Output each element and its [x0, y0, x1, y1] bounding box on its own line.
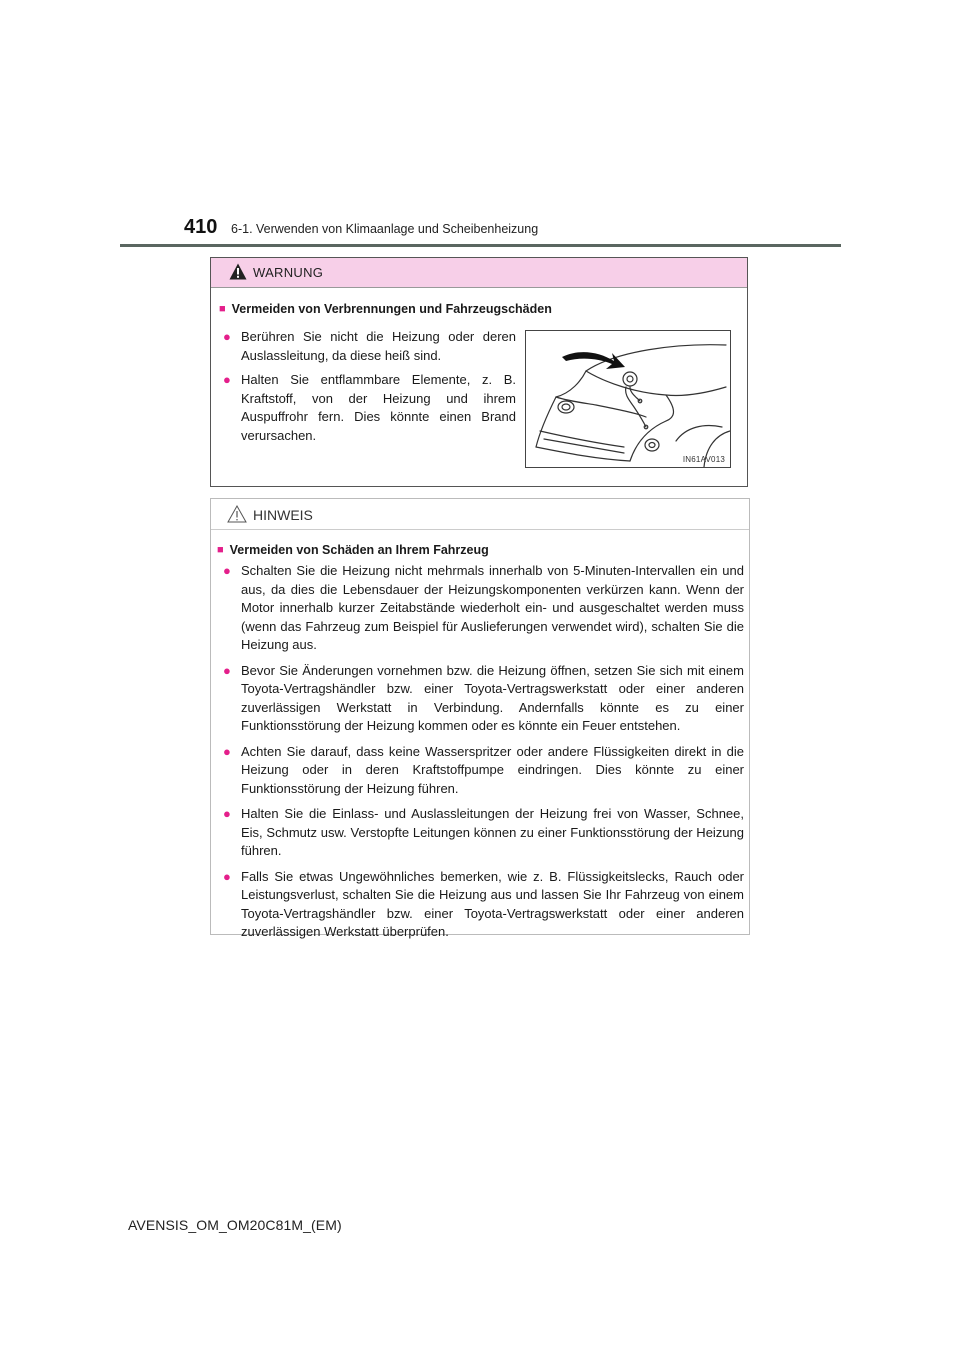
caution-triangle-icon	[227, 505, 247, 523]
notice-heading: ■ Vermeiden von Schäden an Ihrem Fahrzeug	[217, 543, 489, 557]
bullet-dot-icon: ●	[223, 868, 231, 884]
warning-heading: ■ Vermeiden von Verbrennungen und Fahrzeugschäden	[219, 302, 552, 316]
bullet-dot-icon: ●	[223, 329, 231, 344]
bullet-dot-icon: ●	[223, 662, 231, 678]
section-title: 6-1. Verwenden von Klimaanlage und Scheibenheizung	[231, 222, 539, 236]
notice-label: HINWEIS	[253, 507, 313, 523]
notice-bullet-list	[221, 562, 744, 949]
document-code: AVENSIS_OM_OM20C81M_(EM)	[128, 1217, 342, 1233]
square-bullet-icon: ■	[217, 544, 224, 556]
list-item: ● Halten Sie die Einlass- und Auslassleitungen der Heizung frei von Wasser, Schnee, Eis, Schmutz usw. Verstopfte Leitungen können zu einer Funktionsstörung der Heizung führen.	[223, 806, 744, 858]
warning-bullet-list	[221, 328, 516, 451]
list-item: ● Schalten Sie die Heizung nicht mehrmals innerhalb von 5-Minuten-Intervallen ein und aus, da dies die Lebensdauer der Heizungskomponenten verkürzen kann. Wenn der Motor innerhalb kurzer Zeitabstände wiederholt ein- und ausgeschaltet werden muss (wenn das Fahrzeug zum Beispiel für Auslieferungen verwendet wird), schalten Sie die Heizung aus.	[223, 563, 744, 652]
page-number: 410	[184, 216, 218, 238]
bullet-dot-icon: ●	[223, 372, 231, 387]
warning-header	[211, 258, 747, 288]
notice-header	[211, 499, 749, 530]
car-front-drawing-icon	[526, 331, 730, 467]
list-item: ● Falls Sie etwas Ungewöhnliches bemerken, wie z. B. Flüssigkeitslecks, Rauch oder Leistungsverlust, schalten Sie die Heizung aus und lassen Sie Ihr Fahrzeug von einem Toyota-Vertragshändler bzw. einer Toyota-Vertragswerkstatt oder einer anderen zuverlässigen Werkstatt überprüfen.	[223, 868, 744, 939]
bullet-dot-icon: ●	[223, 743, 231, 759]
list-item: ● Halten Sie entflammbare Elemente, z. B. Kraftstoff, von der Heizung und ihrem Auspuffrohr fern. Dies könnte einen Brand verursachen.	[223, 372, 516, 443]
list-item: ● Achten Sie darauf, dass keine Wasserspritzer oder andere Flüssigkeiten direkt in die Heizung oder in deren Kraftstoffpumpe eindringen. Dies könnte zu einer Funktionsstörung der Heizung führen.	[223, 743, 744, 796]
bullet-dot-icon: ●	[223, 806, 231, 821]
warning-label: WARNUNG	[253, 265, 324, 280]
heater-exhaust-illustration	[525, 330, 731, 468]
bullet-dot-icon: ●	[223, 563, 231, 578]
square-bullet-icon: ■	[219, 303, 226, 315]
warning-box	[210, 257, 748, 487]
figure-id: IN61AV013	[682, 455, 725, 464]
list-item: ● Bevor Sie Änderungen vornehmen bzw. die Heizung öffnen, setzen Sie sich mit einem Toyota-Vertragshändler bzw. einer Toyota-Vertragswerkstatt oder einer anderen zuverlässigen Werkstatt in Verbindung. Andernfalls könnte es zu einer Funktionsstörung der Heizung kommen oder es könnte ein Feuer entstehen.	[223, 662, 744, 733]
list-item: ● Berühren Sie nicht die Heizung oder deren Auslassleitung, da diese heiß sind.	[223, 329, 516, 363]
notice-box	[210, 498, 750, 939]
warning-triangle-icon	[229, 263, 247, 280]
header-rule	[120, 244, 841, 247]
